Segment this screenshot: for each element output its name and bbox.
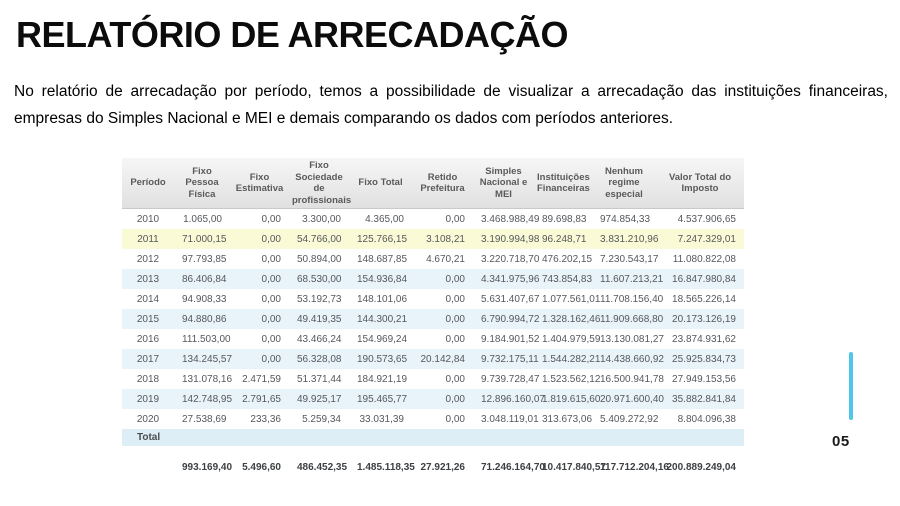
value-cell: 1.523.562,12 xyxy=(534,369,592,389)
period-cell: 2014 xyxy=(122,289,174,309)
value-cell: 1.404.979,59 xyxy=(534,329,592,349)
period-cell: 2016 xyxy=(122,329,174,349)
total-value-cell: 117.712.204,16 xyxy=(592,446,656,482)
value-cell: 184.921,19 xyxy=(349,369,412,389)
value-cell: 18.565.226,14 xyxy=(656,289,744,309)
column-header-simples-nacional-mei: Simples Nacional e MEI xyxy=(473,158,534,209)
column-header-nenhum-regime-especial: Nenhum regime especial xyxy=(592,158,656,209)
value-cell: 2.791,65 xyxy=(230,389,289,409)
value-cell: 27.949.153,56 xyxy=(656,369,744,389)
value-cell: 1.328.162,46 xyxy=(534,309,592,329)
period-cell: 2019 xyxy=(122,389,174,409)
value-cell: 3.831.210,96 xyxy=(592,229,656,249)
table-row-2019 xyxy=(122,389,744,409)
value-cell: 7.230.543,17 xyxy=(592,249,656,269)
table-row-2013 xyxy=(122,269,744,289)
table-row-2015 xyxy=(122,309,744,329)
value-cell: 16.500.941,78 xyxy=(592,369,656,389)
value-cell: 0,00 xyxy=(230,329,289,349)
value-cell: 0,00 xyxy=(412,329,473,349)
value-cell: 4.537.906,65 xyxy=(656,209,744,230)
value-cell: 0,00 xyxy=(230,269,289,289)
total-value-cell: 10.417.840,57 xyxy=(534,446,592,482)
total-value-cell: 27.921,26 xyxy=(412,446,473,482)
value-cell: 3.220.718,70 xyxy=(473,249,534,269)
value-cell: 68.530,00 xyxy=(289,269,349,289)
collection-table-container xyxy=(122,158,744,482)
value-cell: 53.192,73 xyxy=(289,289,349,309)
value-cell: 43.466,24 xyxy=(289,329,349,349)
value-cell: 7.247.329,01 xyxy=(656,229,744,249)
value-cell: 0,00 xyxy=(230,289,289,309)
value-cell: 13.130.081,27 xyxy=(592,329,656,349)
value-cell: 35.882.841,84 xyxy=(656,389,744,409)
table-row-2017 xyxy=(122,349,744,369)
column-header-valor-total-imposto: Valor Total do Imposto xyxy=(656,158,744,209)
value-cell: 148.101,06 xyxy=(349,289,412,309)
table-row-2012 xyxy=(122,249,744,269)
value-cell: 0,00 xyxy=(230,249,289,269)
value-cell: 3.190.994,98 xyxy=(473,229,534,249)
value-cell: 50.894,00 xyxy=(289,249,349,269)
total-value-cell: 200.889.249,04 xyxy=(656,446,744,482)
value-cell: 12.896.160,07 xyxy=(473,389,534,409)
value-cell: 16.847.980,84 xyxy=(656,269,744,289)
accent-bar xyxy=(849,352,853,420)
value-cell: 3.048.119,01 xyxy=(473,409,534,429)
value-cell: 144.300,21 xyxy=(349,309,412,329)
total-value-cell: 993.169,40 xyxy=(174,446,230,482)
value-cell: 9.184.901,52 xyxy=(473,329,534,349)
value-cell: 125.766,15 xyxy=(349,229,412,249)
value-cell: 49.925,17 xyxy=(289,389,349,409)
value-cell: 20.971.600,40 xyxy=(592,389,656,409)
value-cell: 11.080.822,08 xyxy=(656,249,744,269)
value-cell: 4.341.975,96 xyxy=(473,269,534,289)
value-cell: 11.708.156,40 xyxy=(592,289,656,309)
value-cell: 8.804.096,38 xyxy=(656,409,744,429)
period-cell: 2013 xyxy=(122,269,174,289)
column-header-fixo-estimativa: Fixo Estimativa xyxy=(230,158,289,209)
total-value-cell: 71.246.164,70 xyxy=(473,446,534,482)
table-body xyxy=(122,209,744,430)
column-header-instituicoes-financeiras: Instituições Financeiras xyxy=(534,158,592,209)
value-cell: 33.031,39 xyxy=(349,409,412,429)
value-cell: 49.419,35 xyxy=(289,309,349,329)
value-cell: 1.819.615,60 xyxy=(534,389,592,409)
value-cell: 54.766,00 xyxy=(289,229,349,249)
value-cell: 476.202,15 xyxy=(534,249,592,269)
value-cell: 2.471,59 xyxy=(230,369,289,389)
table-row-2014 xyxy=(122,289,744,309)
period-cell: 2020 xyxy=(122,409,174,429)
value-cell: 86.406,84 xyxy=(174,269,230,289)
value-cell: 20.173.126,19 xyxy=(656,309,744,329)
value-cell: 9.739.728,47 xyxy=(473,369,534,389)
value-cell: 0,00 xyxy=(412,369,473,389)
value-cell: 0,00 xyxy=(230,209,289,230)
value-cell: 0,00 xyxy=(412,389,473,409)
value-cell: 233,36 xyxy=(230,409,289,429)
value-cell: 25.925.834,73 xyxy=(656,349,744,369)
value-cell: 190.573,65 xyxy=(349,349,412,369)
table-row-2020 xyxy=(122,409,744,429)
value-cell: 5.409.272,92 xyxy=(592,409,656,429)
table-row-2018 xyxy=(122,369,744,389)
value-cell: 20.142,84 xyxy=(412,349,473,369)
value-cell: 743.854,83 xyxy=(534,269,592,289)
total-value-cell: 5.496,60 xyxy=(230,446,289,482)
value-cell: 1.077.561,01 xyxy=(534,289,592,309)
table-row-2016 xyxy=(122,329,744,349)
collection-table xyxy=(122,158,744,482)
value-cell: 11.607.213,21 xyxy=(592,269,656,289)
period-cell: 2018 xyxy=(122,369,174,389)
value-cell: 71.000,15 xyxy=(174,229,230,249)
value-cell: 14.438.660,92 xyxy=(592,349,656,369)
value-cell: 6.790.994,72 xyxy=(473,309,534,329)
value-cell: 5.631.407,67 xyxy=(473,289,534,309)
total-value-cell: 486.452,35 xyxy=(289,446,349,482)
value-cell: 11.909.668,80 xyxy=(592,309,656,329)
value-cell: 974.854,33 xyxy=(592,209,656,230)
value-cell: 4.670,21 xyxy=(412,249,473,269)
total-label: Total xyxy=(122,429,744,446)
value-cell: 3.108,21 xyxy=(412,229,473,249)
value-cell: 27.538,69 xyxy=(174,409,230,429)
value-cell: 195.465,77 xyxy=(349,389,412,409)
value-cell: 3.468.988,49 xyxy=(473,209,534,230)
totals-empty-cell xyxy=(122,446,174,482)
value-cell: 0,00 xyxy=(412,309,473,329)
value-cell: 56.328,08 xyxy=(289,349,349,369)
value-cell: 94.908,33 xyxy=(174,289,230,309)
period-cell: 2010 xyxy=(122,209,174,230)
table-header-row xyxy=(122,158,744,209)
value-cell: 1.544.282,21 xyxy=(534,349,592,369)
value-cell: 96.248,71 xyxy=(534,229,592,249)
value-cell: 131.078,16 xyxy=(174,369,230,389)
total-value-cell: 1.485.118,35 xyxy=(349,446,412,482)
period-cell: 2015 xyxy=(122,309,174,329)
value-cell: 4.365,00 xyxy=(349,209,412,230)
value-cell: 97.793,85 xyxy=(174,249,230,269)
value-cell: 0,00 xyxy=(412,289,473,309)
period-cell: 2011 xyxy=(122,229,174,249)
value-cell: 154.936,84 xyxy=(349,269,412,289)
column-header-retido-prefeitura: Retido Prefeitura xyxy=(412,158,473,209)
page-title: RELATÓRIO DE ARRECADAÇÃO xyxy=(16,14,568,55)
value-cell: 5.259,34 xyxy=(289,409,349,429)
column-header-fixo-total: Fixo Total xyxy=(349,158,412,209)
column-header-fixo-pessoa-fisica: Fixo Pessoa Física xyxy=(174,158,230,209)
value-cell: 9.732.175,11 xyxy=(473,349,534,369)
total-label-row xyxy=(122,429,744,446)
column-header-periodo: Período xyxy=(122,158,174,209)
value-cell: 154.969,24 xyxy=(349,329,412,349)
value-cell: 3.300,00 xyxy=(289,209,349,230)
period-cell: 2012 xyxy=(122,249,174,269)
value-cell: 111.503,00 xyxy=(174,329,230,349)
table-row-2010 xyxy=(122,209,744,230)
value-cell: 0,00 xyxy=(412,269,473,289)
value-cell: 94.880,86 xyxy=(174,309,230,329)
value-cell: 89.698,83 xyxy=(534,209,592,230)
table-row-2011 xyxy=(122,229,744,249)
value-cell: 0,00 xyxy=(412,209,473,230)
value-cell: 0,00 xyxy=(230,309,289,329)
value-cell: 142.748,95 xyxy=(174,389,230,409)
value-cell: 0,00 xyxy=(412,409,473,429)
page-description: No relatório de arrecadação por período, temos a possibilidade de visualizar a arrecadação das instituições financeiras, empresas do Simples Nacional e MEI e demais comparando os dados com períodos anteriores. xyxy=(14,83,888,127)
value-cell: 0,00 xyxy=(230,229,289,249)
page-number: 05 xyxy=(832,433,850,450)
value-cell: 134.245,57 xyxy=(174,349,230,369)
value-cell: 148.687,85 xyxy=(349,249,412,269)
value-cell: 0,00 xyxy=(230,349,289,369)
period-cell: 2017 xyxy=(122,349,174,369)
column-header-fixo-sociedade: Fixo Sociedade de profissionais xyxy=(289,158,349,209)
value-cell: 51.371,44 xyxy=(289,369,349,389)
value-cell: 313.673,06 xyxy=(534,409,592,429)
value-cell: 23.874.931,62 xyxy=(656,329,744,349)
value-cell: 1.065,00 xyxy=(174,209,230,230)
totals-row xyxy=(122,446,744,482)
